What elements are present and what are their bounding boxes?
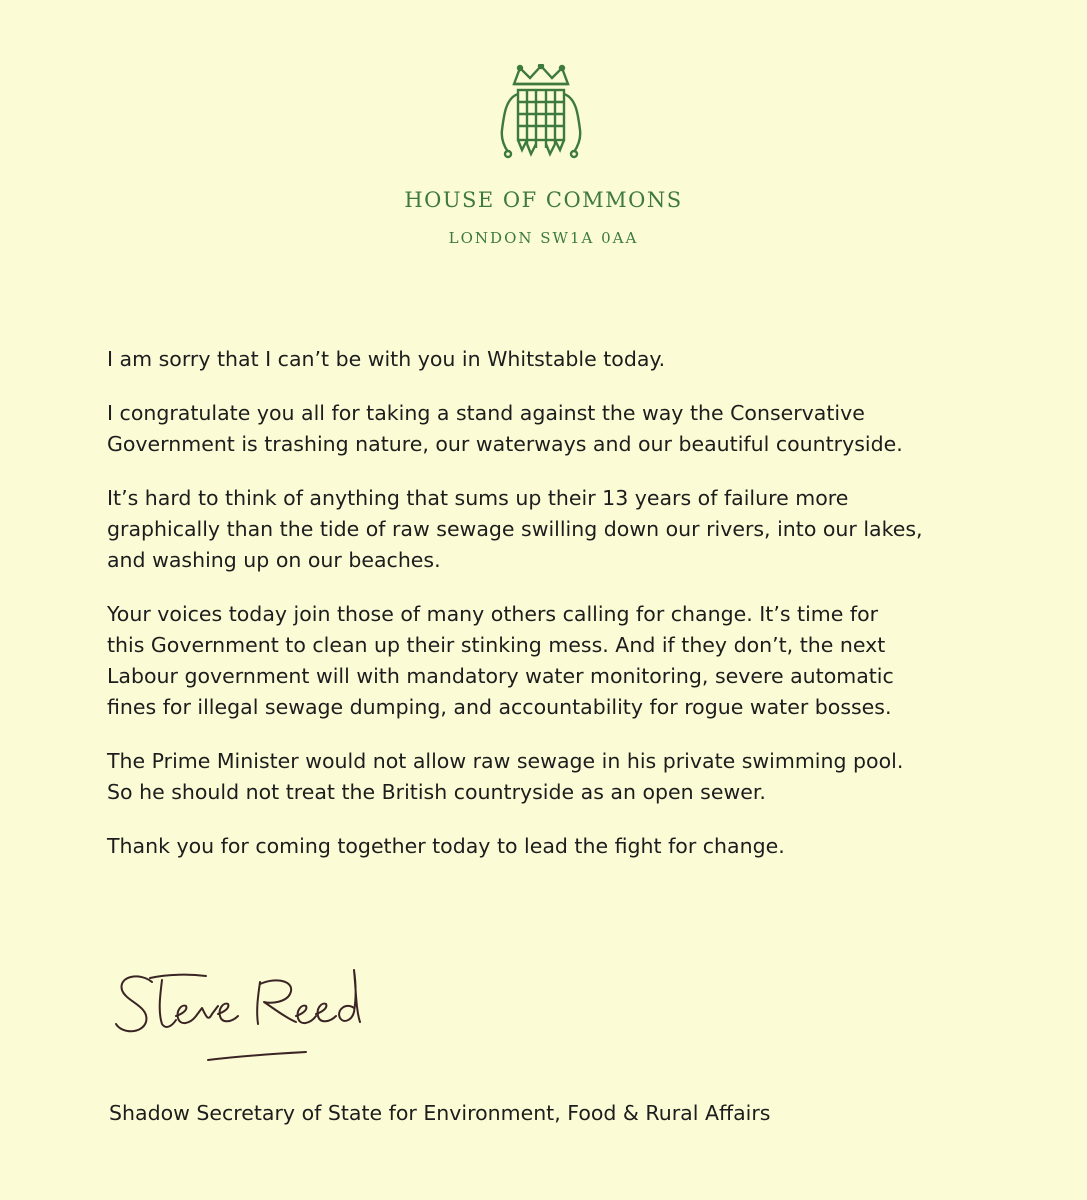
paragraph-1: I am sorry that I can’t be with you in Whitstable today. — [107, 347, 666, 371]
portcullis-crown-emblem-icon — [498, 64, 584, 164]
paragraph-4: Your voices today join those of many others calling for change. It’s time for this Government to clean up their stinking mess. And if they don’t, the next Labour government will with mandatory water monitoring, severe automatic fines for illegal sewage dumping, and accountability for rogue water bosses. — [107, 602, 894, 719]
paragraph-3: It’s hard to think of anything that sums up their 13 years of failure more graphically than the tide of raw sewage swilling down our rivers, into our lakes, and washing up on our beaches. — [107, 486, 923, 572]
letter-body — [107, 344, 987, 885]
paragraph-5: The Prime Minister would not allow raw sewage in his private swimming pool. So he should not treat the British countryside as an open sewer. — [107, 749, 904, 804]
paragraph-6: Thank you for coming together today to lead the fight for change. — [107, 834, 785, 858]
handwritten-signature — [110, 960, 380, 1080]
organisation-address: LONDON SW1A 0AA — [448, 229, 639, 247]
organisation-name: HOUSE OF COMMONS — [404, 188, 683, 212]
signatory-role: Shadow Secretary of State for Environment, Food & Rural Affairs — [109, 1101, 771, 1125]
paragraph-2: I congratulate you all for taking a stand against the way the Conservative Government is trashing nature, our waterways and our beautiful countryside. — [107, 401, 903, 456]
